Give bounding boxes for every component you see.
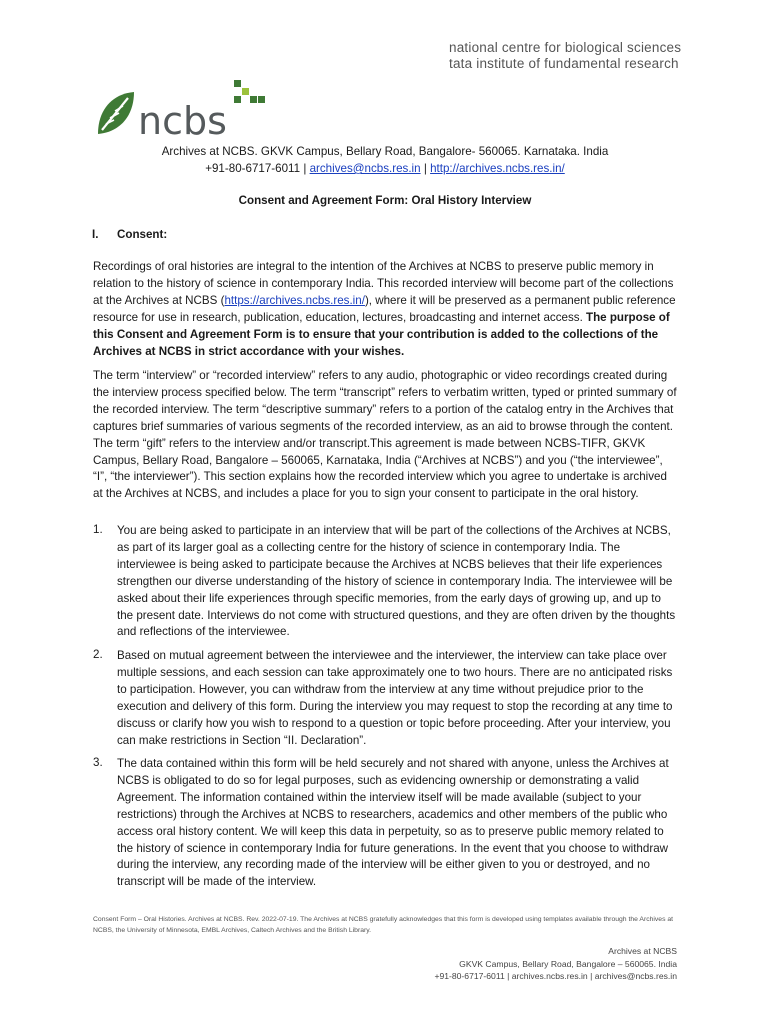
paragraph-text: ), where it will be preserved as a permanent public reference resource for use in research, publication, education, lectures, broadcasting and internet access. <box>93 293 676 324</box>
section-title: Consent: <box>117 228 168 241</box>
paragraph-intro <box>93 259 679 360</box>
logo-text: ncbs <box>138 99 227 136</box>
logo-square <box>258 96 265 103</box>
contact-line <box>0 162 770 175</box>
item-number: 2. <box>93 648 103 661</box>
address-line: Archives at NCBS. GKVK Campus, Bellary Road, Bangalore- 560065. Karnataka. India <box>161 145 609 158</box>
footer-line: Archives at NCBS <box>608 946 677 956</box>
email-link[interactable]: archives@ncbs.res.in <box>309 162 421 175</box>
paragraph-bold: The purpose of this Consent and Agreement Form is to ensure that your contribution is added to the collections of the Archives at NCBS in strict accordance with your wishes. <box>93 310 670 358</box>
separator: | <box>303 162 307 175</box>
phone: +91-80-6717-6011 <box>205 162 301 175</box>
logo-square <box>242 88 249 95</box>
institution-parent: tata institute of fundamental research <box>449 56 679 71</box>
list-item: You are being asked to participate in an interview that will be part of the collections of the Archives at NCBS, as part of its larger goal as a collecting centre for the history of science in contemporary India. The interviewee is being asked to participate because the Archives at NCBS believes that their life experiences strengthen our diverse understanding of the history of science in contemporary India. The interviewee will be asked about their life experiences through specific memories, from the early days of growing up, and up to the present date. Interviews do not come with structured questions, and they are often driven by the thoughts and reflections of the interviewee. <box>117 524 676 639</box>
form-title: Consent and Agreement Form: Oral History Interview <box>238 194 532 207</box>
ncbs-logo <box>94 80 274 136</box>
logo-square <box>234 96 241 103</box>
list-item: The data contained within this form will be held securely and not shared with anyone, unless the Archives at NCBS is obligated to do so for legal purposes, such as evidencing ownership or demonstrating a valid Agreement. The information contained within the interview itself will be made available (subject to your restrictions) through the Archives at NCBS to researchers, academics and other members of the public who access oral history content. We will keep this data in perpetuity, so as to preserve public memory related to the history of science in contemporary India for future generations. In the event that you choose to withdraw during the interview, any recording made of the interview will be either given to you or destroyed, and no transcript will be made of the interview. <box>117 757 669 889</box>
footer-line: GKVK Campus, Bellary Road, Bangalore – 560065. India <box>459 959 677 969</box>
archives-link[interactable]: https://archives.ncbs.res.in/ <box>224 293 365 307</box>
logo-square <box>250 96 257 103</box>
list-item: Based on mutual agreement between the interviewee and the interviewer, the interview can take place over multiple sessions, and each session can take approximately one to two hours. There are no anticipated risks to participation. However, you can withdraw from the interview at any time without prejudice prior to the execution and delivery of this form. During the interview you may request to stop the recording at any time to discuss or clarify how you wish to respond to a question or topic before proceeding. After your interview, you can make restrictions in Section “II. Declaration”. <box>117 649 673 747</box>
institution-name: national centre for biological sciences <box>449 40 682 55</box>
logo-square <box>234 80 241 87</box>
paragraph-text: Recordings of oral histories are integral to the intention of the Archives at NCBS to preserve public memory in relation to the history of science in contemporary India. This recorded interview will become part of the collections at the Archives at NCBS ( <box>93 260 674 307</box>
section-number: I. <box>92 228 99 241</box>
item-number: 1. <box>93 523 103 536</box>
item-number: 3. <box>93 756 103 769</box>
leaf-icon <box>98 92 134 134</box>
paragraph-terms: The term “interview” or “recorded interview” refers to any audio, photographic or video recordings created during the interview process specified below. The term “transcript” refers to verbatim written, typed or printed summary of the recorded interview. The term “descriptive summary” refers to a portion of the catalog entry in the Archives that captures brief summaries of various segments of the recorded interview, as an aid to browse through the content. The term “gift” refers to the interview and/or transcript.This agreement is made between NCBS-TIFR, GKVK Campus, Bellary Road, Bangalore – 560065, Karnataka, India (“Archives at NCBS”) and you (“the interviewee”, “I”, “the interviewer”). This section explains how the recorded interview which you agree to undertake is archived at the Archives at NCBS, and includes a place for you to sign your consent to participate in the oral history. <box>93 369 677 501</box>
website-link[interactable]: http://archives.ncbs.res.in/ <box>430 162 565 175</box>
footer-line: +91-80-6717-6011 | archives.ncbs.res.in | archives@ncbs.res.in <box>434 971 677 981</box>
separator: | <box>423 162 427 175</box>
footnote: Consent Form – Oral Histories. Archives at NCBS. Rev. 2022-07-19. The Archives at NCBS gratefully acknowledges that this form is developed using templates available through the Archives at NCBS, the University of Minnesota, EMBL Archives, Caltech Archives and the British Library. <box>93 916 674 934</box>
